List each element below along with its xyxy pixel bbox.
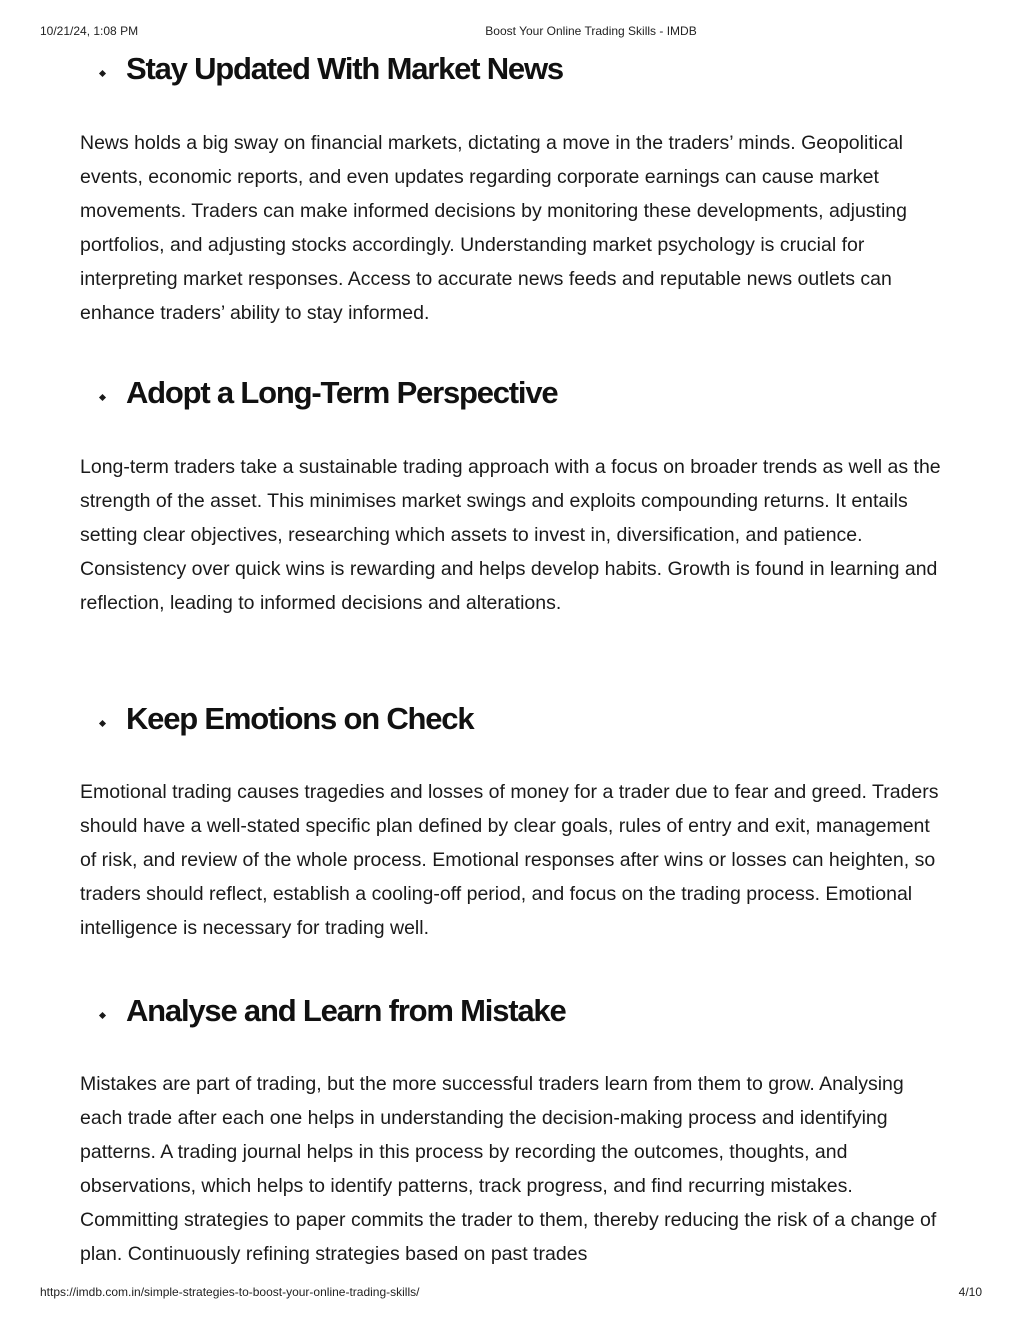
section-paragraph-market-news: News holds a big sway on financial markets, dictating a move in the traders’ minds. Geopolitical events, economic reports, and even updates regarding corporate earnings can cause market movements. Traders can make informed decisions by monitoring these developments, adjusting portfolios, and adjusting stocks accordingly. Understanding market psychology is crucial for interpreting market responses. Access to accurate news feeds and reputable news outlets can enhance traders’ ability to stay informed. (80, 132, 907, 324)
bullet-icon (99, 719, 106, 726)
bullet-icon (99, 1011, 106, 1018)
section-heading-text: Adopt a Long-Term Perspective (126, 375, 558, 410)
print-date: 10/21/24, 1:08 PM (40, 24, 139, 38)
section-heading-emotions (100, 697, 473, 741)
section-heading-long-term (100, 371, 557, 415)
section-heading-mistakes (100, 989, 566, 1033)
document-title: Boost Your Online Trading Skills - IMDB (485, 24, 697, 38)
section-heading-text: Stay Updated With Market News (126, 51, 563, 86)
page-url: https://imdb.com.in/simple-strategies-to-boost-your-online-trading-skills/ (40, 1285, 420, 1299)
section-paragraph-long-term: Long-term traders take a sustainable trading approach with a focus on broader trends as well as the strength of the asset. This minimises market swings and exploits compounding returns. It entails setting clear objectives, researching which assets to invest in, diversification, and patience. Consistency over quick wins is rewarding and helps develop habits. Growth is found in learning and reflection, leading to informed decisions and alterations. (80, 456, 941, 614)
section-heading-text: Analyse and Learn from Mistake (126, 993, 566, 1028)
section-paragraph-emotions: Emotional trading causes tragedies and losses of money for a trader due to fear and greed. Traders should have a well-stated specific plan defined by clear goals, rules of entry and exit, management of risk, and review of the whole process. Emotional responses after wins or losses can heighten, so traders should reflect, establish a cooling-off period, and focus on the trading process. Emotional intelligence is necessary for trading well. (80, 781, 939, 939)
section-heading-text: Keep Emotions on Check (126, 701, 474, 736)
page-number: 4/10 (958, 1285, 982, 1299)
bullet-icon (99, 393, 106, 400)
section-paragraph-mistakes: Mistakes are part of trading, but the more successful traders learn from them to grow. Analysing each trade after each one helps in understanding the decision-making process and identifying patterns. A trading journal helps in this process by recording the outcomes, thoughts, and observations, which helps to identify patterns, track progress, and find recurring mistakes. Committing strategies to paper commits the trader to them, thereby reducing the risk of a change of plan. Continuously refining strategies based on past trades (80, 1073, 937, 1265)
section-heading-market-news (100, 47, 563, 91)
print-footer (0, 1285, 1024, 1301)
print-header (0, 24, 1024, 40)
bullet-icon (99, 69, 106, 76)
